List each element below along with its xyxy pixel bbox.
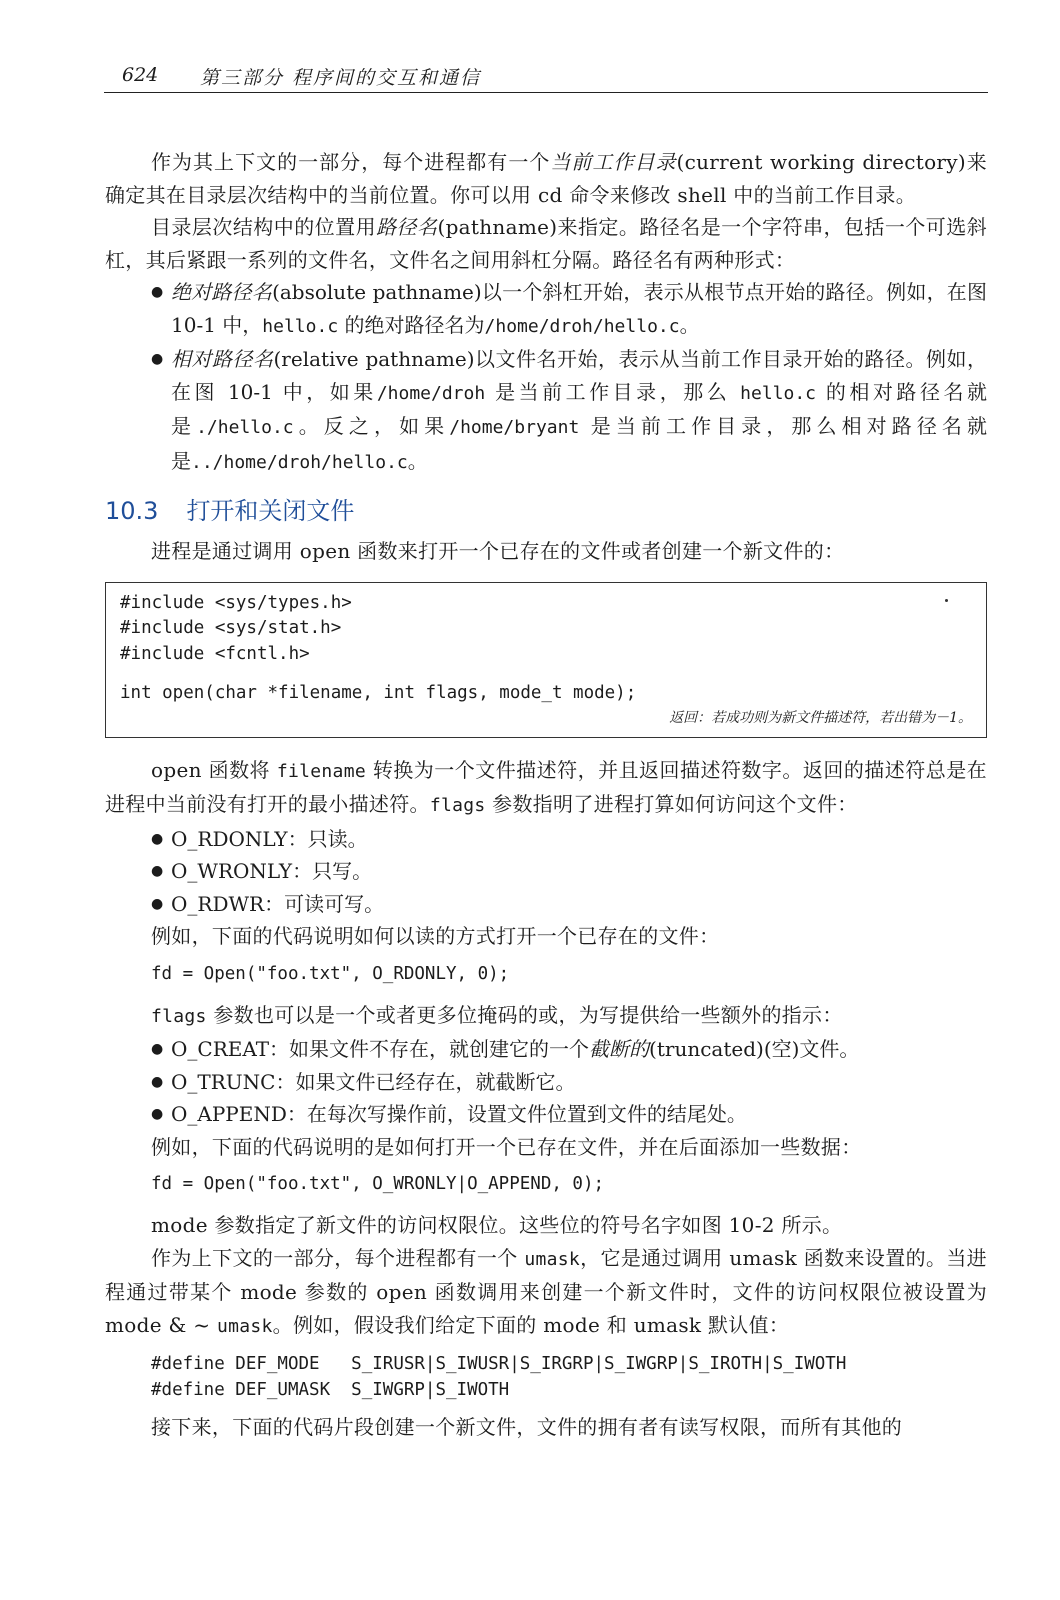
- list-item: ● O_RDONLY：只读。: [151, 823, 987, 856]
- pathname-list: [105, 276, 987, 479]
- paragraph-pathname: 目录层次结构中的位置用路径名(pathname)来指定。路径名是一个字符串，包括一个可选斜杠，其后紧跟一系列的文件名，文件名之间用斜杠分隔。路径名有两种形式：: [105, 215, 987, 272]
- page-number: 624: [122, 64, 159, 86]
- code-line: #define DEF_MODE S_IRUSR|S_IWUSR|S_IRGRP|S_IWGRP|S_IROTH|S_IWOTH: [151, 1354, 847, 1374]
- running-title: 第三部分 程序间的交互和通信: [200, 67, 482, 89]
- list-item: ● O_TRUNC：如果文件已经存在，就截断它。: [151, 1066, 987, 1099]
- code-snippet: fd = Open("foo.txt", O_WRONLY|O_APPEND, 0);: [151, 1174, 605, 1194]
- code-line: #include <sys/stat.h>: [120, 618, 342, 638]
- code-line: #define DEF_UMASK S_IWGRP|S_IWOTH: [151, 1380, 510, 1400]
- running-header: [104, 58, 988, 93]
- code-snippet-defines: [105, 1351, 987, 1403]
- code-line: #include <fcntl.h>: [120, 643, 310, 664]
- list-item: ● O_CREAT：如果文件不存在，就创建它的一个截断的(truncated)(空)文件。: [151, 1033, 987, 1066]
- paragraph-open-desc: open 函数将 filename 转换为一个文件描述符，并且返回描述符数字。返回的描述符总是在进程中当前没有打开的最小描述符。flags 参数指明了进程打算如何访问这个文件：: [105, 757, 987, 816]
- paragraph-mode: mode 参数指定了新文件的访问权限位。这些位的符号名字如图 10-2 所示。: [151, 1213, 843, 1237]
- code-line: #include <sys/types.h>: [120, 592, 352, 613]
- access-flags-list: [105, 823, 987, 921]
- open-prototype-box: [105, 582, 987, 738]
- paragraph-open-intro: 进程是通过调用 open 函数来打开一个已存在的文件或者创建一个新文件的：: [151, 539, 845, 563]
- paragraph-flags-or: flags 参数也可以是一个或者更多位掩码的或，为写提供给一些额外的指示：: [151, 1002, 843, 1027]
- list-item: ● 绝对路径名(absolute pathname)以一个斜杠开始，表示从根节点开始的路径。例如，在图 10-1 中，hello.c 的绝对路径名为/home/droh/hello.c。: [151, 276, 987, 343]
- paragraph-cwd: 作为其上下文的一部分，每个进程都有一个当前工作目录(current working directory)来确定其在目录层次结构中的当前位置。你可以用 cd 命令来修改 shell 中的当前工作目录。: [105, 150, 987, 207]
- section-heading: 10.3 打开和关闭文件: [105, 497, 355, 525]
- return-note: 返回：若成功则为新文件描述符，若出错为－1。: [669, 709, 972, 726]
- list-item: ● O_RDWR：可读可写。: [151, 888, 987, 921]
- code-line: int open(char *filename, int flags, mode_t mode);: [120, 683, 637, 703]
- list-item: ● O_APPEND：在每次写操作前，设置文件位置到文件的结尾处。: [151, 1098, 987, 1131]
- list-item: ● O_WRONLY：只写。: [151, 855, 987, 888]
- extra-flags-list: [105, 1033, 987, 1131]
- paragraph-example-append: 例如，下面的代码说明的是如何打开一个已存在文件，并在后面添加一些数据：: [151, 1134, 862, 1159]
- paragraph-next: 接下来，下面的代码片段创建一个新文件，文件的拥有者有读写权限，而所有其他的: [151, 1415, 903, 1439]
- code-snippet: fd = Open("foo.txt", O_RDONLY, 0);: [151, 963, 510, 984]
- scan-speck: [945, 599, 948, 602]
- page-body: [105, 146, 987, 1444]
- paragraph-umask: 作为上下文的一部分，每个进程都有一个 umask，它是通过调用 umask 函数来设置的。当进程通过带某个 mode 参数的 open 函数调用来创建一个新文件时，文件的访问权限位被设置为 mode & ~ umask。例如，假设我们给定下面的 mode 和 umask 默认值：: [105, 1245, 987, 1337]
- paragraph-example-read: 例如，下面的代码说明如何以读的方式打开一个已存在的文件：: [151, 924, 720, 948]
- list-item: ● 相对路径名(relative pathname)以文件名开始，表示从当前工作目录开始的路径。例如，在图 10-1 中，如果/home/droh 是当前工作目录，那么 hello.c 的相对路径名就是./hello.c。反之，如果/home/bryant 是当前工作目录，那么相对路径名就是../home/droh/hello.c。: [151, 343, 987, 479]
